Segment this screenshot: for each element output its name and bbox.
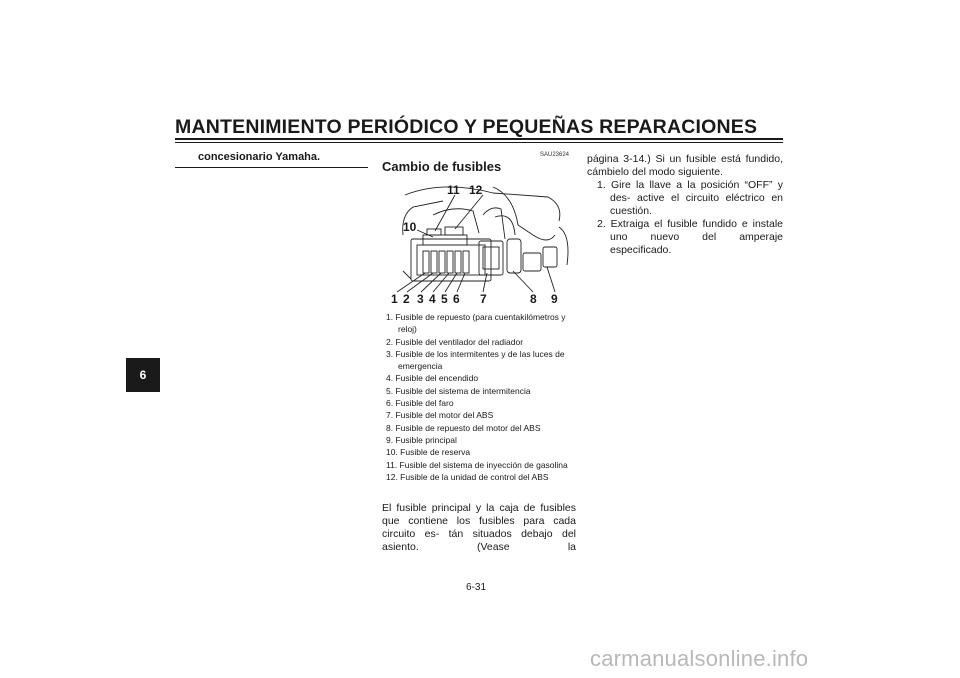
section-heading: Cambio de fusibles bbox=[382, 159, 502, 174]
procedure-step: 1. Gire la llave a la posición “OFF” y des- active el circuito eléctrico en cuestión. bbox=[597, 179, 783, 217]
caption-item: 1. Fusible de repuesto (para cuentakilómetros y reloj) bbox=[386, 312, 566, 335]
callout-7: 7 bbox=[480, 292, 487, 306]
left-column-text: concesionario Yamaha. bbox=[198, 151, 321, 163]
caption-item: 10. Fusible de reserva bbox=[386, 447, 471, 458]
caption-item: 5. Fusible del sistema de intermitencia bbox=[386, 385, 531, 396]
caption-item: 7. Fusible del motor del ABS bbox=[386, 410, 494, 421]
callout-8: 8 bbox=[530, 292, 537, 306]
callout-1: 1 bbox=[391, 292, 398, 306]
callout-6: 6 bbox=[453, 292, 460, 306]
chapter-tab: 6 bbox=[126, 358, 160, 392]
procedure-steps bbox=[587, 179, 783, 257]
fuse-box-illustration bbox=[383, 175, 575, 307]
callout-3: 3 bbox=[417, 292, 424, 306]
caption-item: 3. Fusible de los intermitentes y de las luces de emergencia bbox=[386, 348, 565, 372]
caption-item: 4. Fusible del encendido bbox=[386, 373, 479, 384]
callout-10: 10 bbox=[403, 220, 417, 234]
header-rule-thick bbox=[175, 138, 783, 140]
caption-item: 11. Fusible del sistema de inyección de gasolina bbox=[386, 459, 568, 470]
figure-caption-list bbox=[386, 311, 576, 483]
callout-9: 9 bbox=[551, 292, 558, 306]
callout-5: 5 bbox=[441, 292, 448, 306]
callout-4: 4 bbox=[429, 292, 436, 306]
right-column bbox=[587, 153, 783, 257]
caption-item: 9. Fusible principal bbox=[386, 434, 457, 445]
caption-item: 8. Fusible de repuesto del motor del ABS bbox=[386, 422, 541, 433]
body-paragraph-left: El fusible principal y la caja de fusibles que contiene los fusibles para cada circuito es- tán situados debajo del asiento. (Vease la bbox=[382, 502, 576, 553]
header-rule-thin bbox=[175, 142, 783, 143]
caption-item: 2. Fusible del ventilador del radiador bbox=[386, 336, 524, 347]
caption-item: 6. Fusible del faro bbox=[386, 398, 454, 409]
callout-11: 11 bbox=[447, 183, 460, 197]
callout-2: 2 bbox=[403, 292, 410, 306]
page-title: MANTENIMIENTO PERIÓDICO Y PEQUEÑAS REPARACIONES bbox=[175, 116, 758, 138]
watermark: carmanualsonline.info bbox=[590, 646, 809, 671]
section-code: SAU23624 bbox=[540, 152, 570, 158]
left-column-rule bbox=[175, 167, 368, 168]
right-intro-paragraph: página 3-14.) Si un fusible está fundido, cámbielo del modo siguiente. bbox=[587, 153, 783, 178]
callout-12: 12 bbox=[469, 183, 483, 197]
procedure-step: 2. Extraiga el fusible fundido e instale uno nuevo del amperaje especificado. bbox=[597, 218, 783, 256]
caption-item: 12. Fusible de la unidad de control del ABS bbox=[386, 471, 549, 482]
page-number: 6-31 bbox=[466, 582, 487, 593]
